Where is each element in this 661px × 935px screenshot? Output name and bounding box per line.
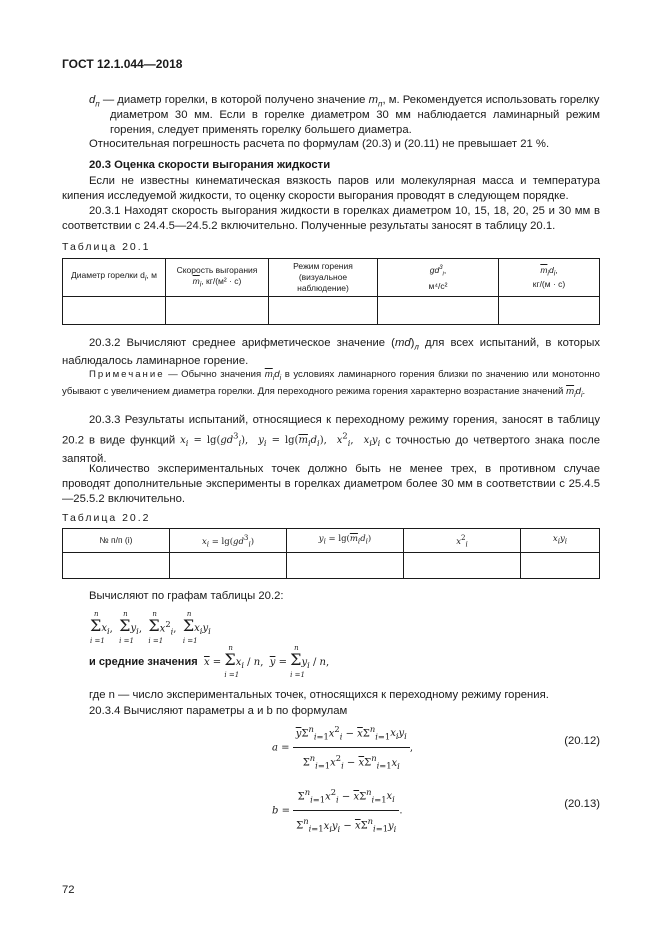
paragraph-20-3-4: 20.3.4 Вычисляют параметры a и b по формулам — [89, 705, 348, 717]
definition-dn-continued: диаметром 30 мм. Если в горелке диаметром 30 мм наблюдается ламинарный режим горения, следует применять горелку большего диаметра. — [110, 109, 600, 136]
paragraph-20-3-2: 20.3.2 Вычисляют среднее арифметическое значение $(md)_л$ для всех испытаний, в которых наблюдалось ламинарное горение. — [62, 337, 600, 368]
col-gd3: $gd^3_i$, м⁴/с² — [378, 259, 499, 297]
table-20-2-caption: Таблица 20.2 — [62, 512, 151, 524]
section-heading: 20.3 Оценка скорости выгорания жидкости — [89, 159, 331, 171]
col-index: № п/п (i) — [63, 529, 170, 553]
definition-dn: $d_п$ — диаметр горелки, в которой получено значение $m_п$, м. Рекомендуется использовать горелку — [89, 94, 600, 109]
formula-b: b = $\frac{\Sigma^n_{i=1}x^2_i - \overline{x}\Sigma^n_{i=1}x_i}{\Sigma^n_{i=1}x_iy_i - \overline{x}\Sigma^n_{i=1}y_i}$ . — [272, 787, 403, 834]
table-header-row — [63, 529, 600, 553]
col-xiyi: $x_iy_i$ — [521, 529, 600, 553]
table-20-2 — [62, 528, 600, 579]
where-n: где n — число экспериментальных точек, относящихся к переходному режиму горения. — [89, 689, 549, 701]
table-row — [63, 553, 600, 579]
col-yi: $y_i = \lg(\overline{m}_id_i)$ — [287, 529, 404, 553]
paragraph-20-3-1: 20.3.1 Находят скорость выгорания жидкости в горелках диаметром 10, 15, 18, 20, 25 и 30 мм в соответствии с 24.4.5—24.5.2 включительно. Полученные результаты заносят в таблицу 20.1. — [62, 205, 600, 232]
calc-intro: Вычисляют по графам таблицы 20.2: — [89, 590, 284, 602]
col-xi2: $x^2_i$ — [404, 529, 521, 553]
table-row — [63, 297, 600, 325]
relative-error-text: Относительная погрешность расчета по формулам (20.3) и (20.11) не превышает 21 %. — [89, 138, 550, 150]
paragraph-points-count: Количество экспериментальных точек должно быть не менее трех, в противном случае проводят дополнительные эксперименты в горелках диаметром более 30 мм в соответствии с 25.4.5—25.5.2 включительно. — [62, 463, 600, 505]
table-20-1 — [62, 258, 600, 325]
note: Примечание — Обычно значения $\overline{m}_id_i$ в условиях ламинарного горения близки по значению или монотонно убывают с увеличением диаметра горелки. Для переходного режима горения характерно возрастание значений $\overline{m}_id_i$. — [62, 369, 600, 399]
table-header-row — [63, 259, 600, 297]
col-combustion-mode: Режим горения (визуальное наблюдение) — [269, 259, 378, 297]
sums-formula: Σ n i =1 $x_i$, Σ n i =1 $y_i$, Σ n i =1 $x^2_i$, Σ n i =1 $x_iy_i$ — [90, 610, 211, 646]
col-burn-rate: Скорость выгорания $\overline{m}_i$, кг/(м² · с) — [166, 259, 269, 297]
means-formula: и средние значения $\overline{x} = \Sigma$ n i =1 $x_i$ / n, $\overline{y} = \Sigma$ n i =1 $y_i$ / n, — [89, 644, 330, 679]
section-intro: Если не известны кинематическая вязкость паров или молекулярная масса и температура кипения исследуемой жидкости, то оценку скорости выгорания проводят в следующем порядке. — [62, 175, 600, 202]
col-diameter: Диаметр горелки $d_i$, м — [63, 259, 166, 297]
col-md: $\overline{m}_id_i$, кг/(м · с) — [499, 259, 600, 297]
formula-a: a = $\frac{\overline{y}\Sigma^n_{i=1}x^2_i - \overline{x}\Sigma^n_{i=1}x_iy_i}{\Sigma^n_{i=1}x^2_i - \overline{x}\Sigma^n_{i=1}x_i}$ , — [272, 724, 414, 771]
paragraph-20-3-3: 20.3.3 Результаты испытаний, относящиеся к переходному режиму горения, заносят в таблицу 20.2 в виде функций $x_i = \lg(gd^3_i)$, $y_i = \lg(\overline{m}_id_i)$, $x^2_i$, $x_iy_i$ с точностью до четвертого знака после запятой. — [62, 414, 600, 466]
col-xi: $x_i = \lg(gd^3_i)$ — [170, 529, 287, 553]
page-header: ГОСТ 12.1.044—2018 — [62, 57, 183, 71]
table-20-1-caption: Таблица 20.1 — [62, 241, 151, 253]
equation-number-20-12: (20.12) — [564, 735, 600, 747]
page-number: 72 — [62, 884, 75, 896]
equation-number-20-13: (20.13) — [564, 798, 600, 810]
